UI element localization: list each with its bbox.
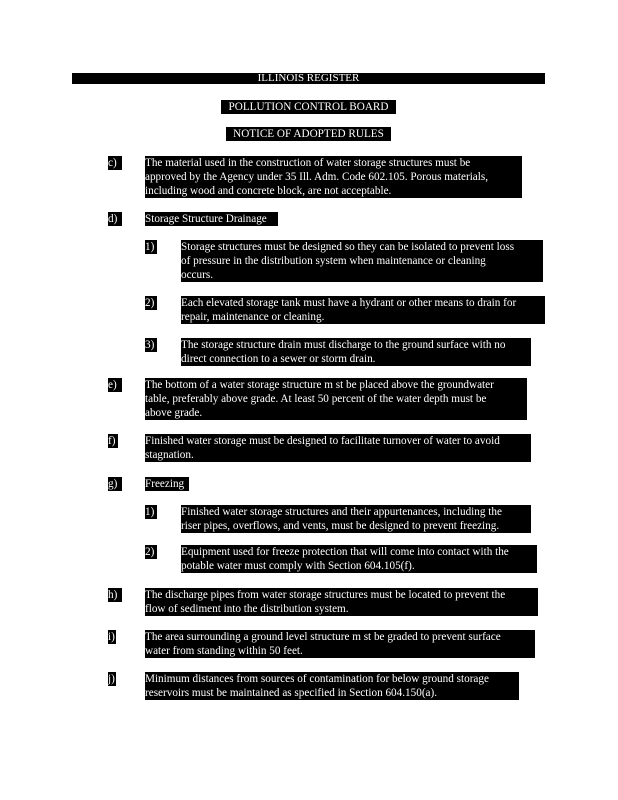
section-i-label: i)	[108, 631, 115, 643]
item-g2-text	[181, 545, 537, 573]
section-g-title: Freezing	[145, 477, 189, 491]
section-e-label: e)	[108, 378, 122, 392]
text-line: The bottom of a water storage structure m st be placed above the groundwater	[145, 379, 494, 391]
text-line: of pressure in the distribution system when maintenance or cleaning	[181, 255, 486, 267]
item-g2-label: 2)	[145, 545, 157, 559]
section-c-label: c)	[108, 156, 122, 170]
text-line: table, preferably above grade. At least 50 percent of the water depth must be	[145, 393, 487, 405]
register-header-bar	[72, 73, 545, 84]
item-d2-text	[181, 296, 545, 324]
text-line: Storage structures must be designed so they can be isolated to prevent loss	[181, 241, 515, 253]
section-c-text	[145, 156, 522, 198]
item-d1-text	[181, 240, 543, 282]
section-h-text	[145, 588, 538, 616]
text-line: stagnation.	[145, 449, 194, 461]
item-d1-label: 1)	[145, 240, 157, 254]
section-h-label: h)	[108, 588, 122, 602]
item-d2-label: 2)	[145, 296, 157, 310]
text-line: Each elevated storage tank must have a hydrant or other means to drain for	[181, 297, 517, 309]
text-line: riser pipes, overflows, and vents, must be designed to prevent freezing.	[181, 520, 500, 532]
text-line: approved by the Agency under 35 Ill. Adm. Code 602.105. Porous materials,	[145, 171, 489, 183]
section-j-text	[145, 672, 519, 700]
section-d-title: Storage Structure Drainage	[145, 212, 278, 226]
text-line: Equipment used for freeze protection that will come into contact with the	[181, 546, 509, 558]
text-line: water from standing within 50 feet.	[145, 645, 303, 657]
text-line: Minimum distances from sources of contamination for below ground storage	[145, 673, 489, 685]
text-line: The discharge pipes from water storage structures must be located to prevent the	[145, 589, 506, 601]
text-line: The material used in the construction of water storage structures must be	[145, 157, 471, 169]
section-f-text	[145, 434, 531, 462]
text-line: reservoirs must be maintained as specified in Section 604.150(a).	[145, 687, 438, 699]
text-line: Finished water storage structures and their appurtenances, including the	[181, 506, 502, 518]
item-g1-label: 1)	[145, 505, 157, 519]
section-d-label: d)	[108, 212, 122, 226]
text-line: potable water must comply with Section 604.105(f).	[181, 560, 415, 572]
section-g-label: g)	[108, 477, 122, 491]
section-i-text	[145, 630, 535, 658]
item-d3-label: 3)	[145, 338, 157, 352]
text-line: direct connection to a sewer or storm drain.	[181, 353, 376, 365]
register-title: ILLINOIS REGISTER	[257, 72, 360, 84]
text-line: occurs.	[181, 269, 213, 281]
section-j-label: j)	[108, 673, 115, 685]
text-line: flow of sediment into the distribution system.	[145, 603, 349, 615]
section-f-label: f)	[108, 434, 118, 448]
text-line: Finished water storage must be designed to facilitate turnover of water to avoid	[145, 435, 500, 447]
text-line: above grade.	[145, 407, 203, 419]
notice-title: NOTICE OF ADOPTED RULES	[226, 127, 391, 141]
text-line: repair, maintenance or cleaning.	[181, 311, 325, 323]
section-e-text	[145, 378, 527, 420]
board-title: POLLUTION CONTROL BOARD	[221, 100, 396, 114]
text-line: including wood and concrete block, are not acceptable.	[145, 185, 392, 197]
text-line: The storage structure drain must discharge to the ground surface with no	[181, 339, 506, 351]
item-d3-text	[181, 338, 531, 366]
item-g1-text	[181, 505, 531, 533]
text-line: The area surrounding a ground level structure m st be graded to prevent surface	[145, 631, 501, 643]
